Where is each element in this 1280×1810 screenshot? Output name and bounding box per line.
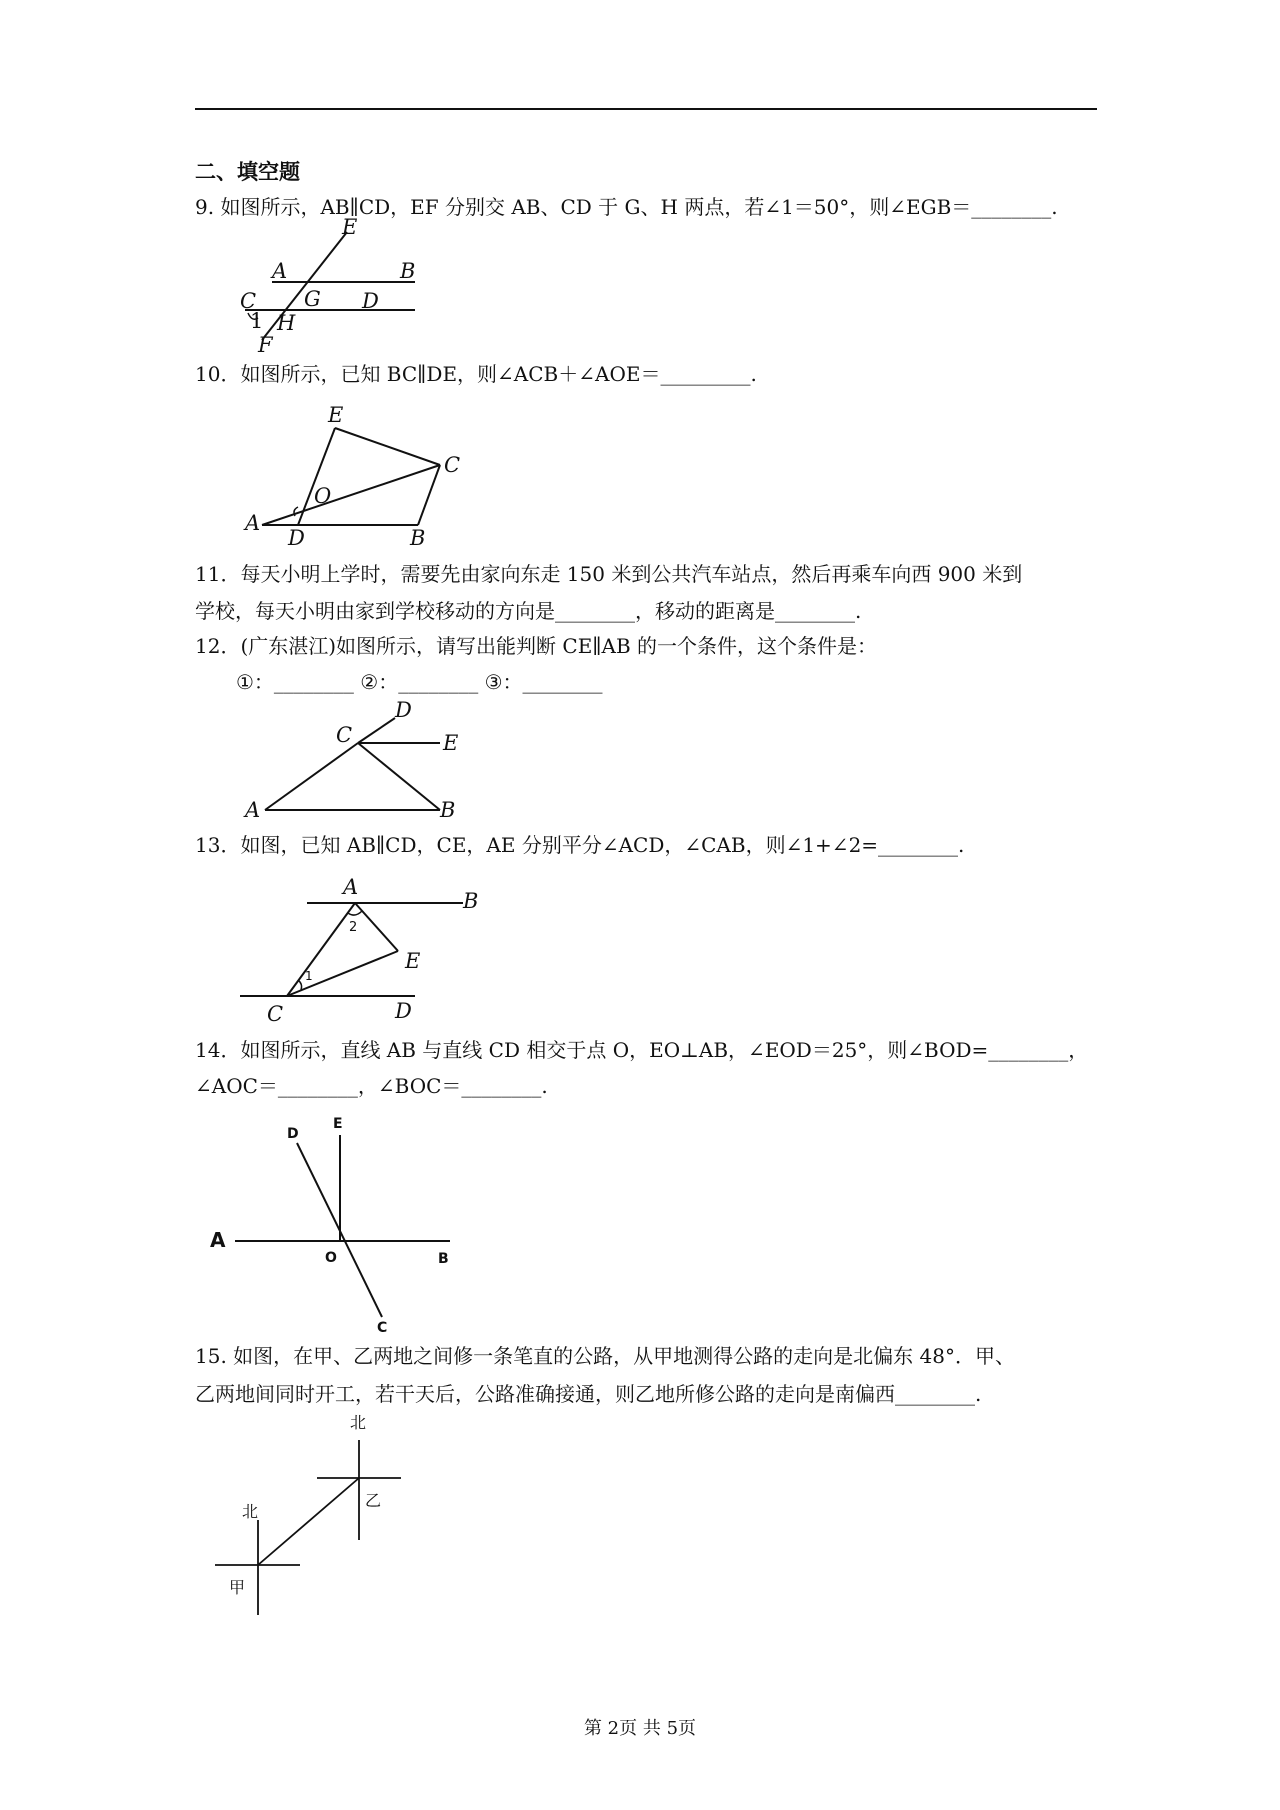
question-13-text: 13．如图，已知 AB∥CD，CE，AE 分别平分∠ACD，∠CAB，则∠1+∠2=________.: [195, 833, 965, 857]
label-north-jia: 北: [242, 1502, 259, 1521]
label-north-yi: 北: [350, 1413, 367, 1432]
label-b: B: [440, 798, 456, 822]
question-11-text-1: 11．每天小明上学时，需要先由家向东走 150 米到公共汽车站点，然后再乘车向西 900 米到: [195, 562, 1023, 586]
label-b: B: [410, 526, 426, 550]
question-14-text-2: ∠AOC＝________，∠BOC＝________.: [195, 1074, 548, 1098]
label-e: E: [333, 1116, 343, 1132]
label-a: A: [272, 259, 288, 283]
question-12-text-2: ①：________ ②：________ ③：________: [236, 670, 603, 694]
label-2: 2: [349, 920, 358, 935]
question-10-text: 10．如图所示，已知 BC∥DE，则∠ACB＋∠AOE＝_________.: [195, 362, 757, 386]
label-c: C: [377, 1320, 388, 1336]
label-a: A: [245, 798, 261, 822]
label-o: O: [314, 484, 332, 508]
label-a: A: [245, 511, 261, 535]
label-1: 1: [250, 309, 264, 333]
header-rule: [195, 108, 1097, 110]
label-d: D: [395, 999, 412, 1023]
label-f: F: [258, 333, 273, 357]
label-b: B: [463, 889, 479, 913]
label-g: G: [304, 287, 321, 311]
question-13-figure: [235, 868, 495, 1028]
label-jia: 甲: [229, 1578, 246, 1597]
label-c: C: [444, 453, 461, 477]
question-14-text-1: 14．如图所示，直线 AB 与直线 CD 相交于点 O，EO⊥AB，∠EOD＝25°，则∠BOD=________，: [195, 1038, 1089, 1062]
label-a: A: [210, 1228, 226, 1252]
label-b: B: [438, 1251, 449, 1267]
question-15-figure: [205, 1410, 425, 1625]
page-footer: 第 2页 共 5页: [583, 1718, 697, 1739]
label-d: D: [395, 698, 412, 722]
section-title: 二、填空题: [195, 159, 300, 184]
question-9-text: 9. 如图所示，AB∥CD，EF 分别交 AB、CD 于 G、H 两点，若∠1＝50°，则∠EGB＝________.: [195, 195, 1058, 219]
label-d: D: [288, 526, 305, 550]
label-h: H: [277, 311, 296, 335]
question-15-text-1: 15. 如图，在甲、乙两地之间修一条笔直的公路，从甲地测得公路的走向是北偏东 48°．甲、: [195, 1344, 1015, 1368]
question-12-figure: [240, 700, 470, 825]
label-c: C: [240, 289, 257, 313]
label-e: E: [342, 215, 358, 239]
label-d: D: [362, 289, 379, 313]
label-b: B: [400, 259, 416, 283]
label-o: O: [325, 1250, 337, 1266]
label-e: E: [328, 403, 344, 427]
question-12-text-1: 12．(广东湛江)如图所示，请写出能判断 CE∥AB 的一个条件，这个条件是：: [195, 634, 878, 658]
question-11-text-2: 学校，每天小明由家到学校移动的方向是________，移动的距离是________.: [195, 599, 862, 623]
question-15-text-2: 乙两地间同时开工，若干天后，公路准确接通，则乙地所修公路的走向是南偏西________.: [195, 1382, 982, 1406]
label-a: A: [343, 875, 359, 899]
label-e: E: [443, 731, 459, 755]
label-c: C: [336, 723, 353, 747]
question-14-figure: [205, 1105, 475, 1335]
question-9-figure: [230, 215, 430, 362]
label-e: E: [405, 949, 421, 973]
label-1: 1: [305, 969, 313, 983]
label-c: C: [267, 1002, 284, 1026]
label-yi: 乙: [365, 1491, 382, 1510]
label-d: D: [287, 1126, 299, 1142]
question-10-figure: [240, 400, 470, 550]
